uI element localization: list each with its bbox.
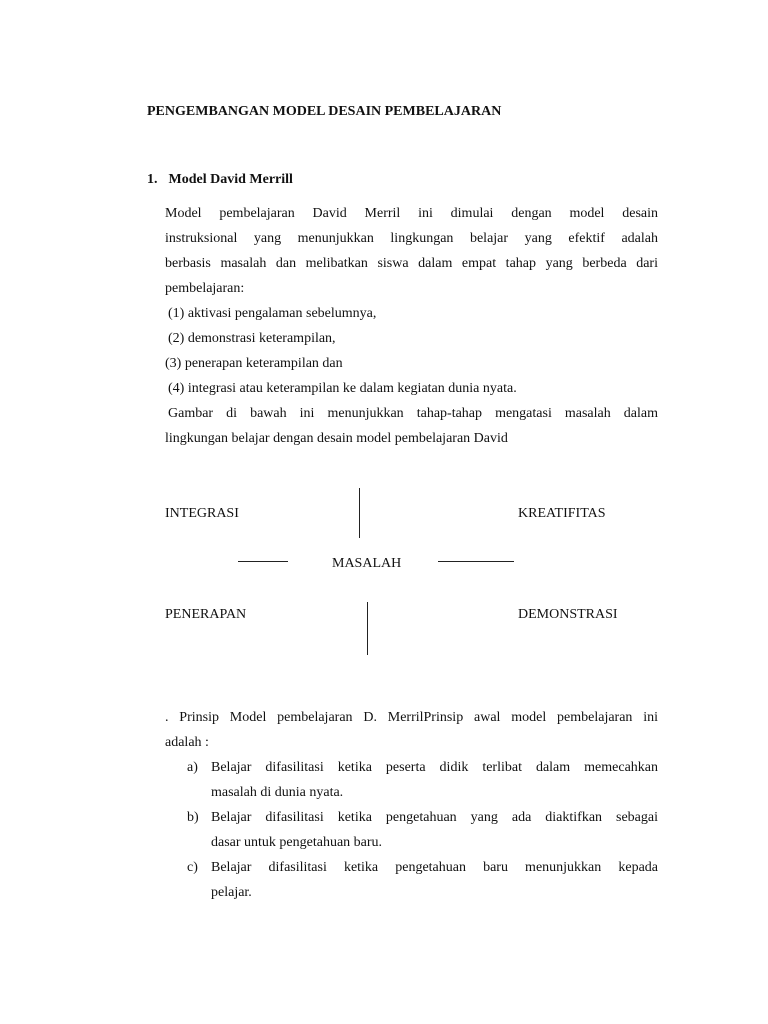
phase-item: (1) aktivasi pengalaman sebelumnya,: [168, 306, 377, 321]
list-item: [187, 755, 658, 805]
intro-paragraph: [165, 201, 658, 301]
diagram-horizontal-line-left: [238, 561, 288, 562]
diagram-vertical-line-bottom: [367, 602, 368, 655]
list-item: [187, 855, 658, 905]
phase-item: (4) integrasi atau keterampilan ke dalam kegiatan dunia nyata.: [168, 381, 517, 396]
page-title: PENGEMBANGAN MODEL DESAIN PEMBELAJARAN: [147, 104, 502, 119]
diagram-label-integrasi: INTEGRASI: [165, 506, 239, 521]
phase-item: (3) penerapan keterampilan dan: [165, 356, 343, 371]
figure-intro-paragraph: [165, 401, 658, 451]
figure-intro-line: Gambar di bawah ini menunjukkan tahap-tahap mengatasi masalah dalam: [168, 406, 658, 421]
diagram-label-kreatifitas: KREATIFITAS: [518, 506, 606, 521]
section-heading: [147, 172, 293, 188]
list-marker: b): [187, 810, 199, 825]
intro-line: Model pembelajaran David Merril ini dimulai dengan model desain: [165, 206, 658, 221]
principle-line: adalah :: [165, 735, 209, 750]
diagram-horizontal-line-right: [438, 561, 514, 562]
diagram-vertical-line-top: [359, 488, 360, 538]
list-item: [187, 805, 658, 855]
list-item-line: Belajar difasilitasi ketika peserta didik terlibat dalam memecahkan: [211, 760, 658, 775]
intro-line: instruksional yang menunjukkan lingkungan belajar yang efektif adalah: [165, 231, 658, 246]
list-item-line: masalah di dunia nyata.: [211, 785, 344, 800]
section-number: 1.: [147, 172, 158, 187]
list-item-line: pelajar.: [211, 885, 252, 900]
diagram-label-masalah: MASALAH: [332, 556, 402, 571]
principle-paragraph: [165, 705, 658, 755]
diagram-label-penerapan: PENERAPAN: [165, 607, 247, 622]
phase-item: (2) demonstrasi keterampilan,: [168, 331, 336, 346]
principle-line: . Prinsip Model pembelajaran D. MerrilPrinsip awal model pembelajaran ini: [165, 710, 658, 725]
figure-intro-line: lingkungan belajar dengan desain model pembelajaran David: [165, 431, 508, 446]
list-marker: c): [187, 860, 198, 875]
section-title: Model David Merrill: [168, 172, 293, 187]
list-item-line: Belajar difasilitasi ketika pengetahuan yang ada diaktifkan sebagai: [211, 810, 658, 825]
list-marker: a): [187, 760, 198, 775]
intro-line: berbasis masalah dan melibatkan siswa dalam empat tahap yang berbeda dari: [165, 256, 658, 271]
diagram-label-demonstrasi: DEMONSTRASI: [518, 607, 618, 622]
list-item-line: dasar untuk pengetahuan baru.: [211, 835, 383, 850]
list-item-line: Belajar difasilitasi ketika pengetahuan baru menunjukkan kepada: [211, 860, 658, 875]
intro-line: pembelajaran:: [165, 281, 245, 296]
